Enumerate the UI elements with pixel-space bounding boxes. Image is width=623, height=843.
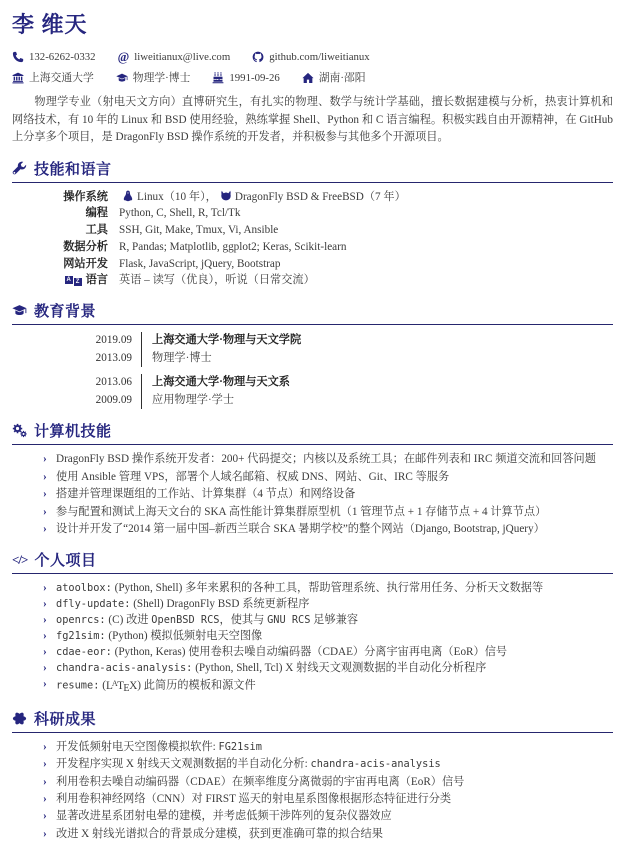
bullet-text	[56, 453, 596, 465]
bullet-text	[56, 471, 449, 483]
contact-text: 132-6262-0332	[29, 50, 96, 63]
graduation-cap-icon	[116, 72, 128, 84]
text-run: DragonFly BSD 操作系统开发者：200+ 代码提交；内核以及系统工具；在邮件列表和 IRC 频道交流和回答问题	[56, 453, 596, 466]
section-title: 科研成果	[34, 711, 97, 728]
bullet-marker-icon: ›	[43, 488, 47, 501]
skill-row	[12, 272, 613, 289]
skill-label	[63, 239, 108, 256]
text-run: 英语 – 读写（优良），听说（日常交流）	[119, 274, 315, 287]
text-run: (Python, Shell, Tcl) X 射线天文观测数据的半自动化分析程序	[192, 662, 487, 675]
degree-name: 物理学·博士	[152, 351, 212, 364]
person-name: 李 维天	[12, 12, 88, 37]
skill-value	[119, 222, 613, 239]
skill-label-text: 编程	[85, 207, 108, 220]
bullet-text	[56, 614, 358, 626]
bullet-text	[56, 810, 392, 822]
section-header-projects	[12, 549, 613, 574]
bullet-item	[43, 739, 613, 756]
home-icon	[302, 72, 314, 84]
skill-label-text: 数据分析	[63, 240, 108, 253]
school-name: 上海交通大学·物理与天文学院	[152, 334, 302, 347]
section-computer-skills	[12, 420, 613, 538]
latex-logo: $L^ATEX$	[105, 679, 138, 694]
section-title: 个人项目	[34, 553, 97, 570]
contact-row-1	[12, 46, 613, 67]
bullet-marker-icon: ›	[43, 614, 47, 627]
bullet-marker-icon: ›	[43, 582, 47, 595]
code-icon: </>	[12, 551, 28, 567]
graduation-cap-icon	[12, 303, 27, 318]
bullet-marker-icon: ›	[43, 453, 47, 466]
mono-text: GNU RCS	[267, 614, 311, 627]
text-run: R, Pandas; Matplotlib, ggplot2; Keras, Scikit-learn	[119, 240, 347, 253]
section-skills	[12, 158, 613, 290]
skill-row	[12, 189, 613, 206]
text-run: 显著改进星系团射电晕的建模，并考虑低频干涉阵列的复杂仪器效应	[56, 810, 392, 823]
wrench-icon	[12, 161, 27, 176]
text-run: 参与配置和测试上海天文台的 SKA 高性能计算集群原型机（1 管理节点 + 1 存储节点 + 4 计算节点）	[56, 505, 547, 518]
bullet-marker-icon: ›	[43, 740, 47, 753]
bullet-marker-icon: ›	[43, 646, 47, 659]
summary-paragraph: 物理学专业（射电天文方向）直博研究生，有扎实的物理、数学与统计学基础，擅长数据建模与分析，热衷计算机和网络技术，有 10 年的 Linux 和 BSD 使用经验，熟练掌握 Shell、Python 和 C 语言编程。积极实践自由开源精神，在 GitHub 上分享多个项目，是 DragonFly BSD 操作系统的开发者，并积极参与其他多个开源项目。	[12, 96, 613, 143]
skill-value	[119, 205, 613, 222]
bullet-text	[56, 488, 355, 500]
date-start: 2009.09	[95, 393, 132, 406]
skill-label	[63, 256, 108, 273]
skill-row	[12, 256, 613, 273]
bullet-item	[43, 676, 613, 696]
text-run: 设计并开发了“2014 第一届中国–新西兰联合 SKA 暑期学校”的整个网站（Django, Bootstrap, jQuery）	[56, 522, 545, 535]
university-icon	[12, 72, 24, 84]
contact-item	[118, 51, 231, 63]
contact-item	[12, 51, 96, 63]
bullet-text	[56, 630, 262, 642]
section-title: 教育背景	[34, 304, 97, 321]
bullet-text	[56, 598, 309, 610]
contact-row-2	[12, 67, 613, 88]
computer-skills-list	[12, 451, 613, 538]
skill-row	[12, 205, 613, 222]
bullet-item	[43, 486, 613, 503]
bullet-item	[43, 612, 613, 628]
linux-icon	[122, 190, 134, 202]
education-dates	[76, 332, 132, 367]
mono-text[interactable]: dfly-update:	[56, 598, 131, 611]
github-icon	[252, 51, 264, 63]
section-projects	[12, 549, 613, 696]
bullet-item	[43, 521, 613, 538]
text-run: Linux（10 年），	[137, 190, 217, 203]
degree-name: 应用物理学·学士	[152, 393, 235, 406]
text-run: 利用卷积神经网络（CNN）对 FIRST 巡天的射电星系图像根据形态特征进行分类	[56, 792, 452, 805]
bullet-text	[56, 646, 507, 658]
text-run: ，使其与	[219, 614, 268, 627]
mono-text[interactable]: chandra-acis-analysis:	[56, 662, 193, 675]
mono-text[interactable]: atoolbox:	[56, 582, 112, 595]
section-header-research	[12, 708, 613, 733]
contact-item	[252, 51, 369, 63]
section-research	[12, 708, 613, 843]
bullet-item	[43, 469, 613, 486]
date-end: 2019.09	[95, 334, 132, 347]
skill-label-text: 语言	[85, 274, 108, 287]
phone-icon	[12, 51, 24, 63]
skill-value	[119, 256, 613, 273]
language-icon: A Z	[65, 276, 82, 286]
bullet-marker-icon: ›	[43, 775, 47, 788]
text-run: 开发程序实现 X 射线天文观测数据的半自动化分析:	[56, 758, 311, 771]
text-run: DragonFly BSD & FreeBSD（7 年）	[234, 190, 406, 203]
skill-label	[86, 222, 108, 239]
bullet-item	[43, 791, 613, 808]
text-run: (Python, Keras) 使用卷积去噪自动编码器（CDAE）分离宇宙再电离（EoR）信号	[111, 646, 508, 659]
education-dates	[76, 374, 132, 409]
bullet-text	[56, 758, 441, 770]
bullet-marker-icon: ›	[43, 505, 47, 518]
text-run: (	[99, 679, 106, 692]
education-list	[12, 332, 613, 409]
bullet-text	[56, 741, 262, 753]
freebsd-icon	[220, 190, 232, 202]
text-run: 改进 X 射线光谱拟合的背景成分建模，获到更准确可靠的拟合结果	[56, 827, 383, 840]
section-title: 技能和语言	[34, 161, 112, 178]
mono-text[interactable]: resume:	[56, 679, 100, 692]
text-run: 开发低频射电天空图像模拟软件:	[56, 740, 219, 753]
bullet-text	[56, 680, 256, 692]
bullet-item	[43, 826, 613, 843]
bullet-text	[56, 828, 383, 840]
skills-table	[12, 189, 613, 290]
bullet-item	[43, 660, 613, 676]
skill-label	[63, 189, 108, 206]
section-header-education	[12, 300, 613, 325]
contact-text[interactable]: github.com/liweitianux	[269, 50, 370, 63]
education-body	[141, 332, 301, 367]
skill-label	[86, 205, 108, 222]
text-run: Flask, JavaScript, jQuery, Bootstrap	[119, 257, 281, 270]
bullet-item	[43, 756, 613, 773]
bullet-text	[56, 582, 543, 594]
bullet-item	[43, 504, 613, 521]
date-end: 2013.06	[95, 376, 132, 389]
skill-value	[119, 272, 613, 289]
text-run: Python, C, Shell, R, Tcl/Tk	[119, 207, 241, 220]
skill-label-text: 操作系统	[63, 190, 108, 203]
contact-text: 1991-09-26	[229, 71, 280, 84]
bullet-marker-icon: ›	[43, 827, 47, 840]
mono-text: FG21sim	[218, 740, 262, 753]
bullet-marker-icon: ›	[43, 470, 47, 483]
bullet-marker-icon: ›	[43, 810, 47, 823]
projects-list	[12, 580, 613, 696]
atom-icon	[12, 711, 27, 726]
education-entry	[76, 374, 613, 409]
at-icon: @	[117, 49, 130, 64]
text-run: ) 此简历的模板和源文件	[137, 679, 256, 692]
education-body	[141, 374, 290, 409]
skill-value	[119, 239, 613, 256]
skill-row	[12, 239, 613, 256]
bullet-text	[56, 506, 546, 518]
research-list	[12, 739, 613, 843]
text-run: (Shell) DragonFly BSD 系统更新程序	[130, 598, 310, 611]
text-run: SSH, Git, Make, Tmux, Vi, Ansible	[119, 224, 279, 237]
mono-text: OpenBSD RCS	[151, 614, 220, 627]
bullet-marker-icon: ›	[43, 662, 47, 675]
section-title: 计算机技能	[34, 424, 112, 441]
bullet-item	[43, 808, 613, 825]
text-run: 利用卷积去噪自动编码器（CDAE）在频率维度分离微弱的宇宙再电离（EoR）信号	[56, 775, 465, 788]
bullet-item	[43, 596, 613, 612]
skill-value	[119, 189, 613, 206]
bullet-text	[56, 793, 451, 805]
bullet-text	[56, 662, 486, 674]
section-header-skills	[12, 158, 613, 183]
skill-row	[12, 222, 613, 239]
bullet-text	[56, 776, 464, 788]
contact-text: 湖南·邵阳	[318, 72, 366, 84]
bullet-item	[43, 628, 613, 644]
section-education	[12, 300, 613, 409]
bullet-marker-icon: ›	[43, 598, 47, 611]
bullet-text	[56, 523, 545, 535]
skill-label	[65, 272, 108, 289]
birthday-cake-icon	[212, 72, 224, 84]
contact-item	[212, 72, 279, 84]
text-run: (Python) 模拟低频射电天空图像	[105, 630, 263, 643]
text-run: 使用 Ansible 管理 VPS，部署个人域名邮箱、权威 DNS、网站、Git、IRC 等服务	[56, 470, 450, 483]
text-run: (C) 改进	[105, 614, 152, 627]
date-start: 2013.09	[95, 351, 132, 364]
bullet-marker-icon: ›	[43, 630, 47, 643]
mono-text[interactable]: openrcs:	[56, 614, 106, 627]
contact-item	[12, 70, 94, 85]
bullet-marker-icon: ›	[43, 758, 47, 771]
education-entry	[76, 332, 613, 367]
skill-label-text: 网站开发	[63, 257, 108, 270]
contact-text[interactable]: liweitianux@live.com	[134, 50, 231, 63]
contact-text: 上海交通大学	[29, 72, 94, 84]
gears-icon	[12, 423, 27, 438]
mono-text[interactable]: fg21sim:	[56, 630, 106, 643]
contact-item	[302, 70, 366, 85]
bullet-item	[43, 451, 613, 468]
text-run: 搭建并管理课题组的工作站、计算集群（4 节点）和网络设备	[56, 488, 356, 501]
text-run: 足够兼容	[310, 614, 359, 627]
mono-text[interactable]: cdae-eor:	[56, 646, 112, 659]
contact-text: 物理学·博士	[132, 72, 191, 84]
bullet-item	[43, 580, 613, 596]
school-name: 上海交通大学·物理与天文系	[152, 376, 290, 389]
text-run: (Python, Shell) 多年来累积的各种工具，帮助管理系统、执行常用任务、分析天文数据等	[111, 582, 544, 595]
mono-text: chandra-acis-analysis	[310, 758, 441, 771]
contact-item	[116, 70, 191, 85]
bullet-marker-icon: ›	[43, 792, 47, 805]
section-header-computer	[12, 420, 613, 445]
bullet-item	[43, 644, 613, 660]
bullet-item	[43, 774, 613, 791]
skill-label-text: 工具	[85, 224, 108, 237]
bullet-marker-icon: ›	[43, 522, 47, 535]
bullet-marker-icon: ›	[43, 678, 47, 691]
